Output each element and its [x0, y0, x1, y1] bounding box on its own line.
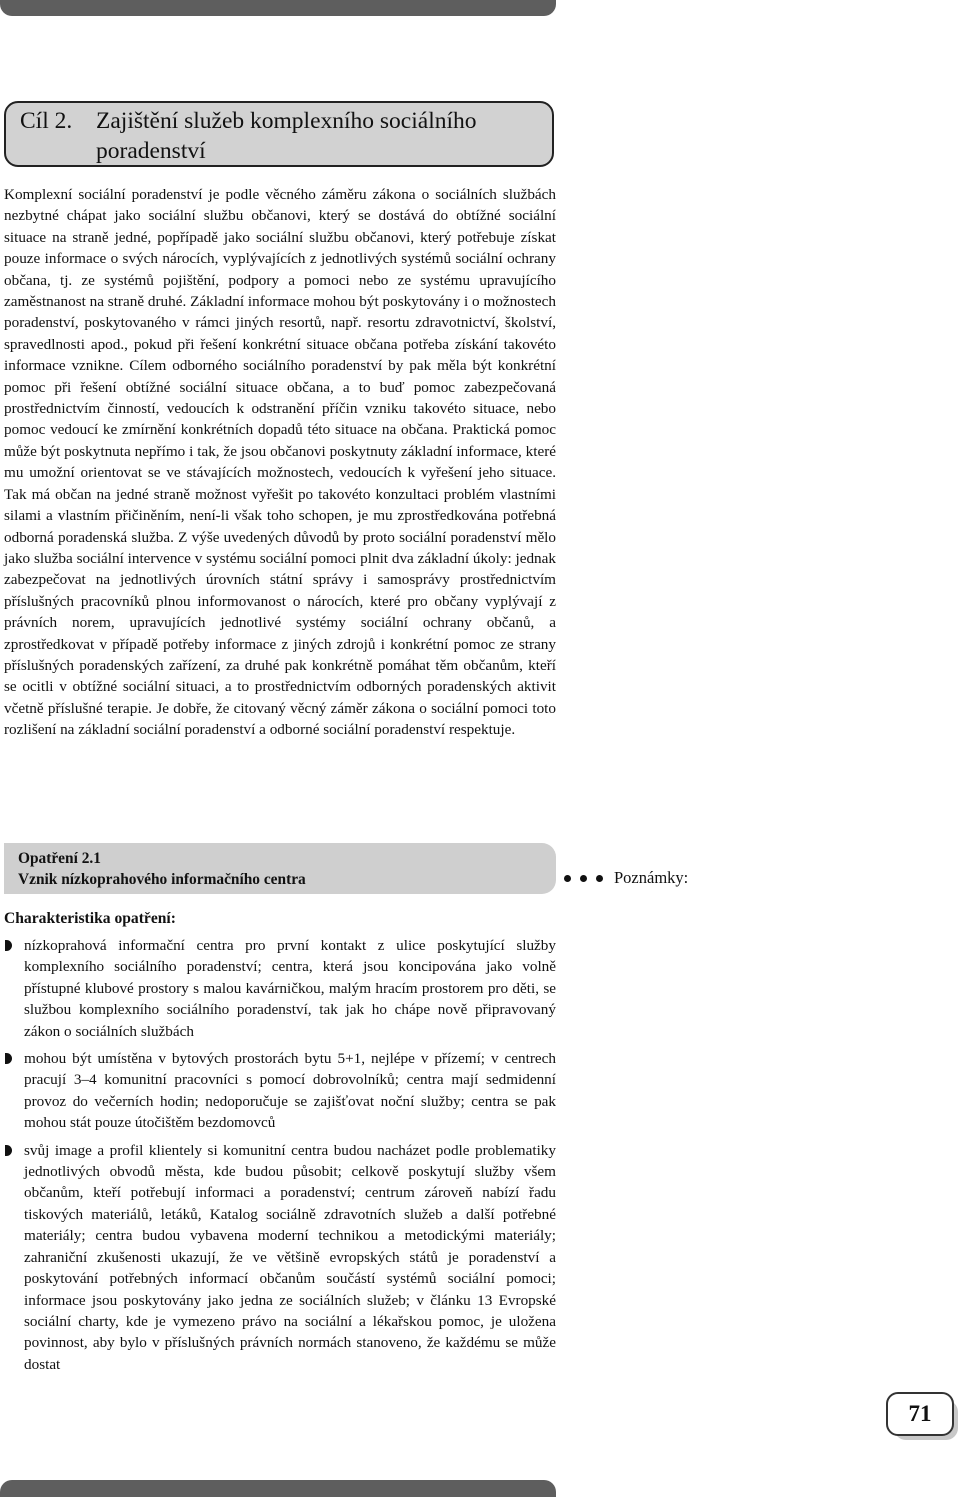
goal-label: Cíl 2.	[20, 108, 73, 134]
measure-box	[4, 843, 556, 894]
half-circle-bullet-icon	[5, 1053, 12, 1064]
list-item-text: nízkoprahová informační centra pro první kontakt z ulice poskytující služby komplexního sociálního poradenství; centra, která jsou koncipována jako volně přístupné klubové prostory s malou kavárničkou, malým hracím prostorem pro děti, se službou komplexního sociálního poradenství, tak jak ho chápe nově připravovaný zákon o sociálních službách	[24, 937, 556, 1040]
goal-title: Zajištění služeb komplexního sociálního poradenství	[96, 108, 477, 164]
half-circle-bullet-icon	[5, 940, 12, 951]
list-item	[4, 1140, 556, 1375]
list-item	[4, 935, 556, 1042]
measure-number: Opatření 2.1	[18, 850, 101, 867]
top-decor-bar	[0, 0, 556, 16]
measure-title: Vznik nízkoprahového informačního centra	[18, 871, 306, 888]
goal-header	[4, 101, 554, 167]
characteristics-heading: Charakteristika opatření:	[4, 910, 176, 927]
page-number: 71	[886, 1392, 954, 1436]
list-item-text: mohou být umístěna v bytových prostorách bytu 5+1, nejlépe v přízemí; v centrech pracují 3–4 komunitní pracovníci s pomocí dobrovolníků; centra mají sedmidenní provoz do večerních hodin; nedoporučuje se zajišťovat noční služby; centra se pak mohou stát pouze útočištěm bezdomovců	[24, 1050, 556, 1132]
half-circle-bullet-icon	[5, 1145, 12, 1156]
characteristics-list	[4, 935, 556, 1381]
intro-paragraph: Komplexní sociální poradenství je podle věcného záměru zákona o sociálních službách nezbytné chápat jako sociální službu občanovi, který se dostává do obtížné sociální situace na straně jedné, popřípadě jako sociální službu občanovi, který potřebuje získat pouze informace o svých nárocích, vyplývajících z jednotlivých systémů sociální ochrany občana, tj. ze systémů pojištění, podpory a pomoci nebo ze systému upravujícího zaměstnanost na straně druhé. Základní informace mohou být poskytovány i o možnostech poradenství, poskytovaného v rámci jiných resortů, např. resortu zdravotnictví, školství, spravedlnosti apod., pokud při řešení konkrétní situace občana potřeba získání takovéto informace vznikne. Cílem odborného sociálního poradenství by pak měla být konkrétní pomoc při řešení obtížné sociální situace občana, a to buď pomoc zabezpečovaná prostřednictvím činností, vedoucích k odstranění příčin vzniku takovéto situace, nebo pomoc vedoucí ke zmírnění konkrétních dopadů této situace na občana. Praktická pomoc může být poskytnuta nepřímo i tak, že jsou občanovi poskytnuty základní informace, které mu umožní orientovat se ve stávajících možnostech, vedoucích k vyřešení jeho situace. Tak má občan na jedné straně možnost vyřešit po takovéto konzultaci problém vlastními silami a vlastním přičiněním, není-li však toho schopen, je mu zprostředkována potřebná odborná poradenská služba. Z výše uvedených důvodů by proto sociální poradenství mělo jako služba sociální intervence v systému sociální pomoci plnit dva základní úkoly: jednak zabezpečovat na jednotlivých úrovních státní správy i samosprávy prostřednictvím příslušných pracovníků plnou informovanost o nárocích, které pro občany vyplývají z právních norem, upravujících jednotlivé systémy sociální ochrany občanů, a zprostředkovat v případě potřeby informace z jiných zdrojů i konkrétní pomoc ze strany příslušných poradenských zařízení, za druhé pak konkrétně pomáhat těm občanům, kteří se ocitli v obtížné sociální situaci, a to prostřednictvím odborných poradenských aktivit včetně příslušné terapie. Je dobře, že citovaný věcný záměr zákona o sociální pomoci toto rozlišení na základní sociální poradenství a odborné sociální poradenství respektuje.	[4, 186, 556, 739]
notes-label-group	[564, 868, 784, 888]
dot-icon	[564, 875, 571, 882]
notes-label: Poznámky:	[614, 868, 689, 887]
dot-icon	[580, 875, 587, 882]
list-item	[4, 1048, 556, 1134]
list-item-text: svůj image a profil klientely si komunitní centra budou nacházet podle problematiky jednotlivých obvodů města, kde budou působit; celkově poskytují služby všem občanům, kteří potřebují informaci a poradenství; centrum zároveň nabízí řadu tiskových materiálů, letáků, Katalog sociálně zdravotních služeb a další potřebné materiály; centra budou vybavena moderní technikou a metodickými materiály; zahraniční zkušenosti ukazují, že ve většině evropských států je poradenství a poskytování potřebných informací občanům součástí systémů sociální pomoci; informace jsou poskytovány jako jedna ze sociálních služeb; v článku 13 Evropské sociální charty, kde je vymezeno právo na sociální a lékařskou pomoc, je uložena povinnost, aby bylo v příslušných právních normách stanoveno, že každému se může dostat	[24, 1141, 556, 1373]
bottom-decor-bar	[0, 1480, 556, 1497]
dot-icon	[596, 875, 603, 882]
